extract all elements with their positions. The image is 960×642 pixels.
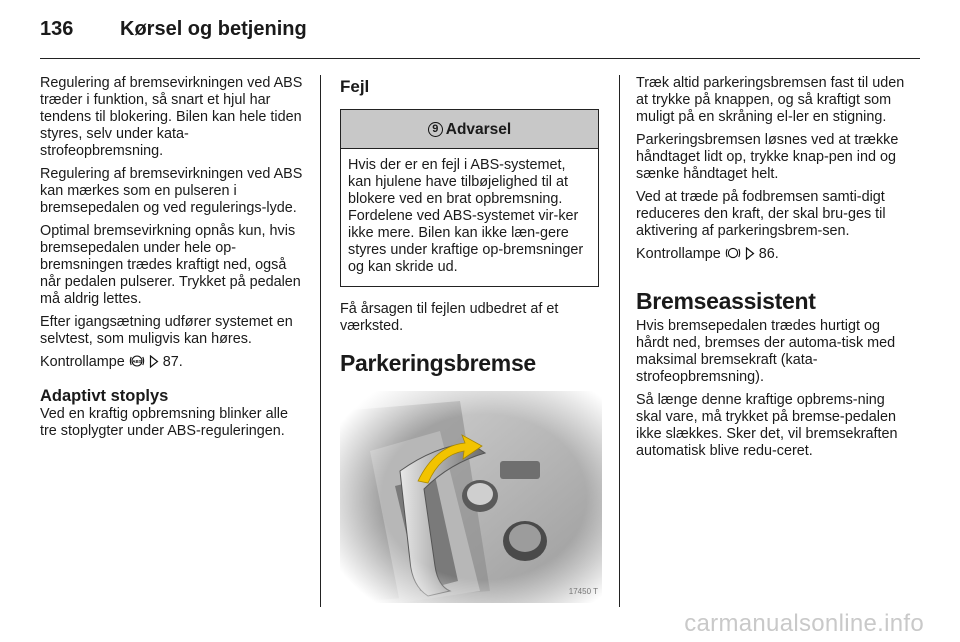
warning-triangle-icon: 9: [428, 122, 443, 137]
parking-brake-image: [340, 391, 602, 603]
paragraph: Få årsagen til fejlen udbedret af et værksted.: [340, 301, 559, 334]
warning-text: Hvis der er en fejl i ABS-systemet, kan hjulene have tilbøjelighed til at blokere ved en brat opbremsning. Fordelene ved ABS-systemet vir-ker ikke mere. Bilen kan ikke læn-gere styres under kraftige op-bremsninger og kan skride ud.: [348, 157, 584, 275]
column-right: [636, 75, 906, 466]
column-divider: [619, 75, 620, 607]
page-reference: 87.: [162, 354, 183, 370]
paragraph: Ved at træde på fodbremsen samti-digt reduceres den kraft, der skal bru-ges til aktivering af parkeringsbrem-sen.: [636, 189, 886, 239]
paragraph: Optimal bremsevirkning opnås kun, hvis bremsepedalen under hele op-bremsningen trædes kraftigt ned, også når pedalen pulserer. Trykket på pedalen må aldrig lettes.: [40, 223, 301, 307]
watermark: carmanualsonline.info: [684, 610, 924, 637]
chapter-title: Kørsel og betjening: [120, 18, 307, 40]
section-heading: Adaptivt stoplys: [40, 387, 169, 405]
page-header: [40, 18, 920, 58]
lamp-reference: [636, 246, 906, 265]
warning-header: [341, 110, 598, 149]
section-heading: Parkeringsbremse: [340, 350, 536, 376]
warning-title: Advarsel: [445, 120, 512, 138]
paragraph: Regulering af bremsevirkningen ved ABS træder i funktion, så snart et hjul har tendens til blokering. Bilen kan hele tiden styres, selv under kata-strofeopbremsning.: [40, 75, 303, 159]
paragraph: Regulering af bremsevirkningen ved ABS kan mærkes som en pulseren i bremsepedalen og ved regulerings-lyde.: [40, 166, 303, 216]
svg-text:ABS: ABS: [132, 358, 142, 364]
warning-box: [340, 109, 599, 287]
image-code: 17450 T: [568, 587, 598, 596]
page-reference-arrow-icon: [149, 355, 159, 373]
column-divider: [320, 75, 321, 607]
page-reference: 86.: [758, 246, 779, 262]
paragraph: Træk altid parkeringsbremsen fast til uden at trykke på knappen, og så kraftigt som muligt på en skråning el-ler en stigning.: [636, 75, 905, 125]
paragraph: Hvis bremsepedalen trædes hurtigt og hårdt ned, bremses der automa-tisk med maksimal bremsekraft (kata-strofeopbremsning).: [636, 318, 896, 385]
brake-warning-lamp-icon: [725, 246, 741, 265]
page-number: 136: [40, 18, 74, 40]
lamp-label: Kontrollampe: [636, 246, 721, 262]
column-middle: [340, 75, 602, 603]
section-heading: Fejl: [340, 77, 370, 96]
paragraph: Ved en kraftig opbremsning blinker alle tre stoplygter under ABS-reguleringen.: [40, 406, 288, 439]
abs-warning-lamp-icon: [129, 354, 145, 373]
lamp-label: Kontrollampe: [40, 354, 125, 370]
paragraph: Parkeringsbremsen løsnes ved at trække håndtaget lidt op, trykke knap-pen ind og sænke håndtaget helt.: [636, 132, 899, 182]
section-heading: Bremseassistent: [636, 288, 816, 314]
column-left: [40, 75, 305, 446]
paragraph: Efter igangsætning udfører systemet en selvtest, som muligvis kan høres.: [40, 314, 293, 347]
page-reference-arrow-icon: [745, 247, 755, 265]
paragraph: Så længe denne kraftige opbrems-ning skal vare, må trykket på bremse-pedalen ikke slækkes. Sker det, vil bremsekraften automatisk blive redu-ceret.: [636, 392, 898, 459]
lamp-reference: [40, 354, 305, 373]
header-rule: [40, 58, 920, 59]
